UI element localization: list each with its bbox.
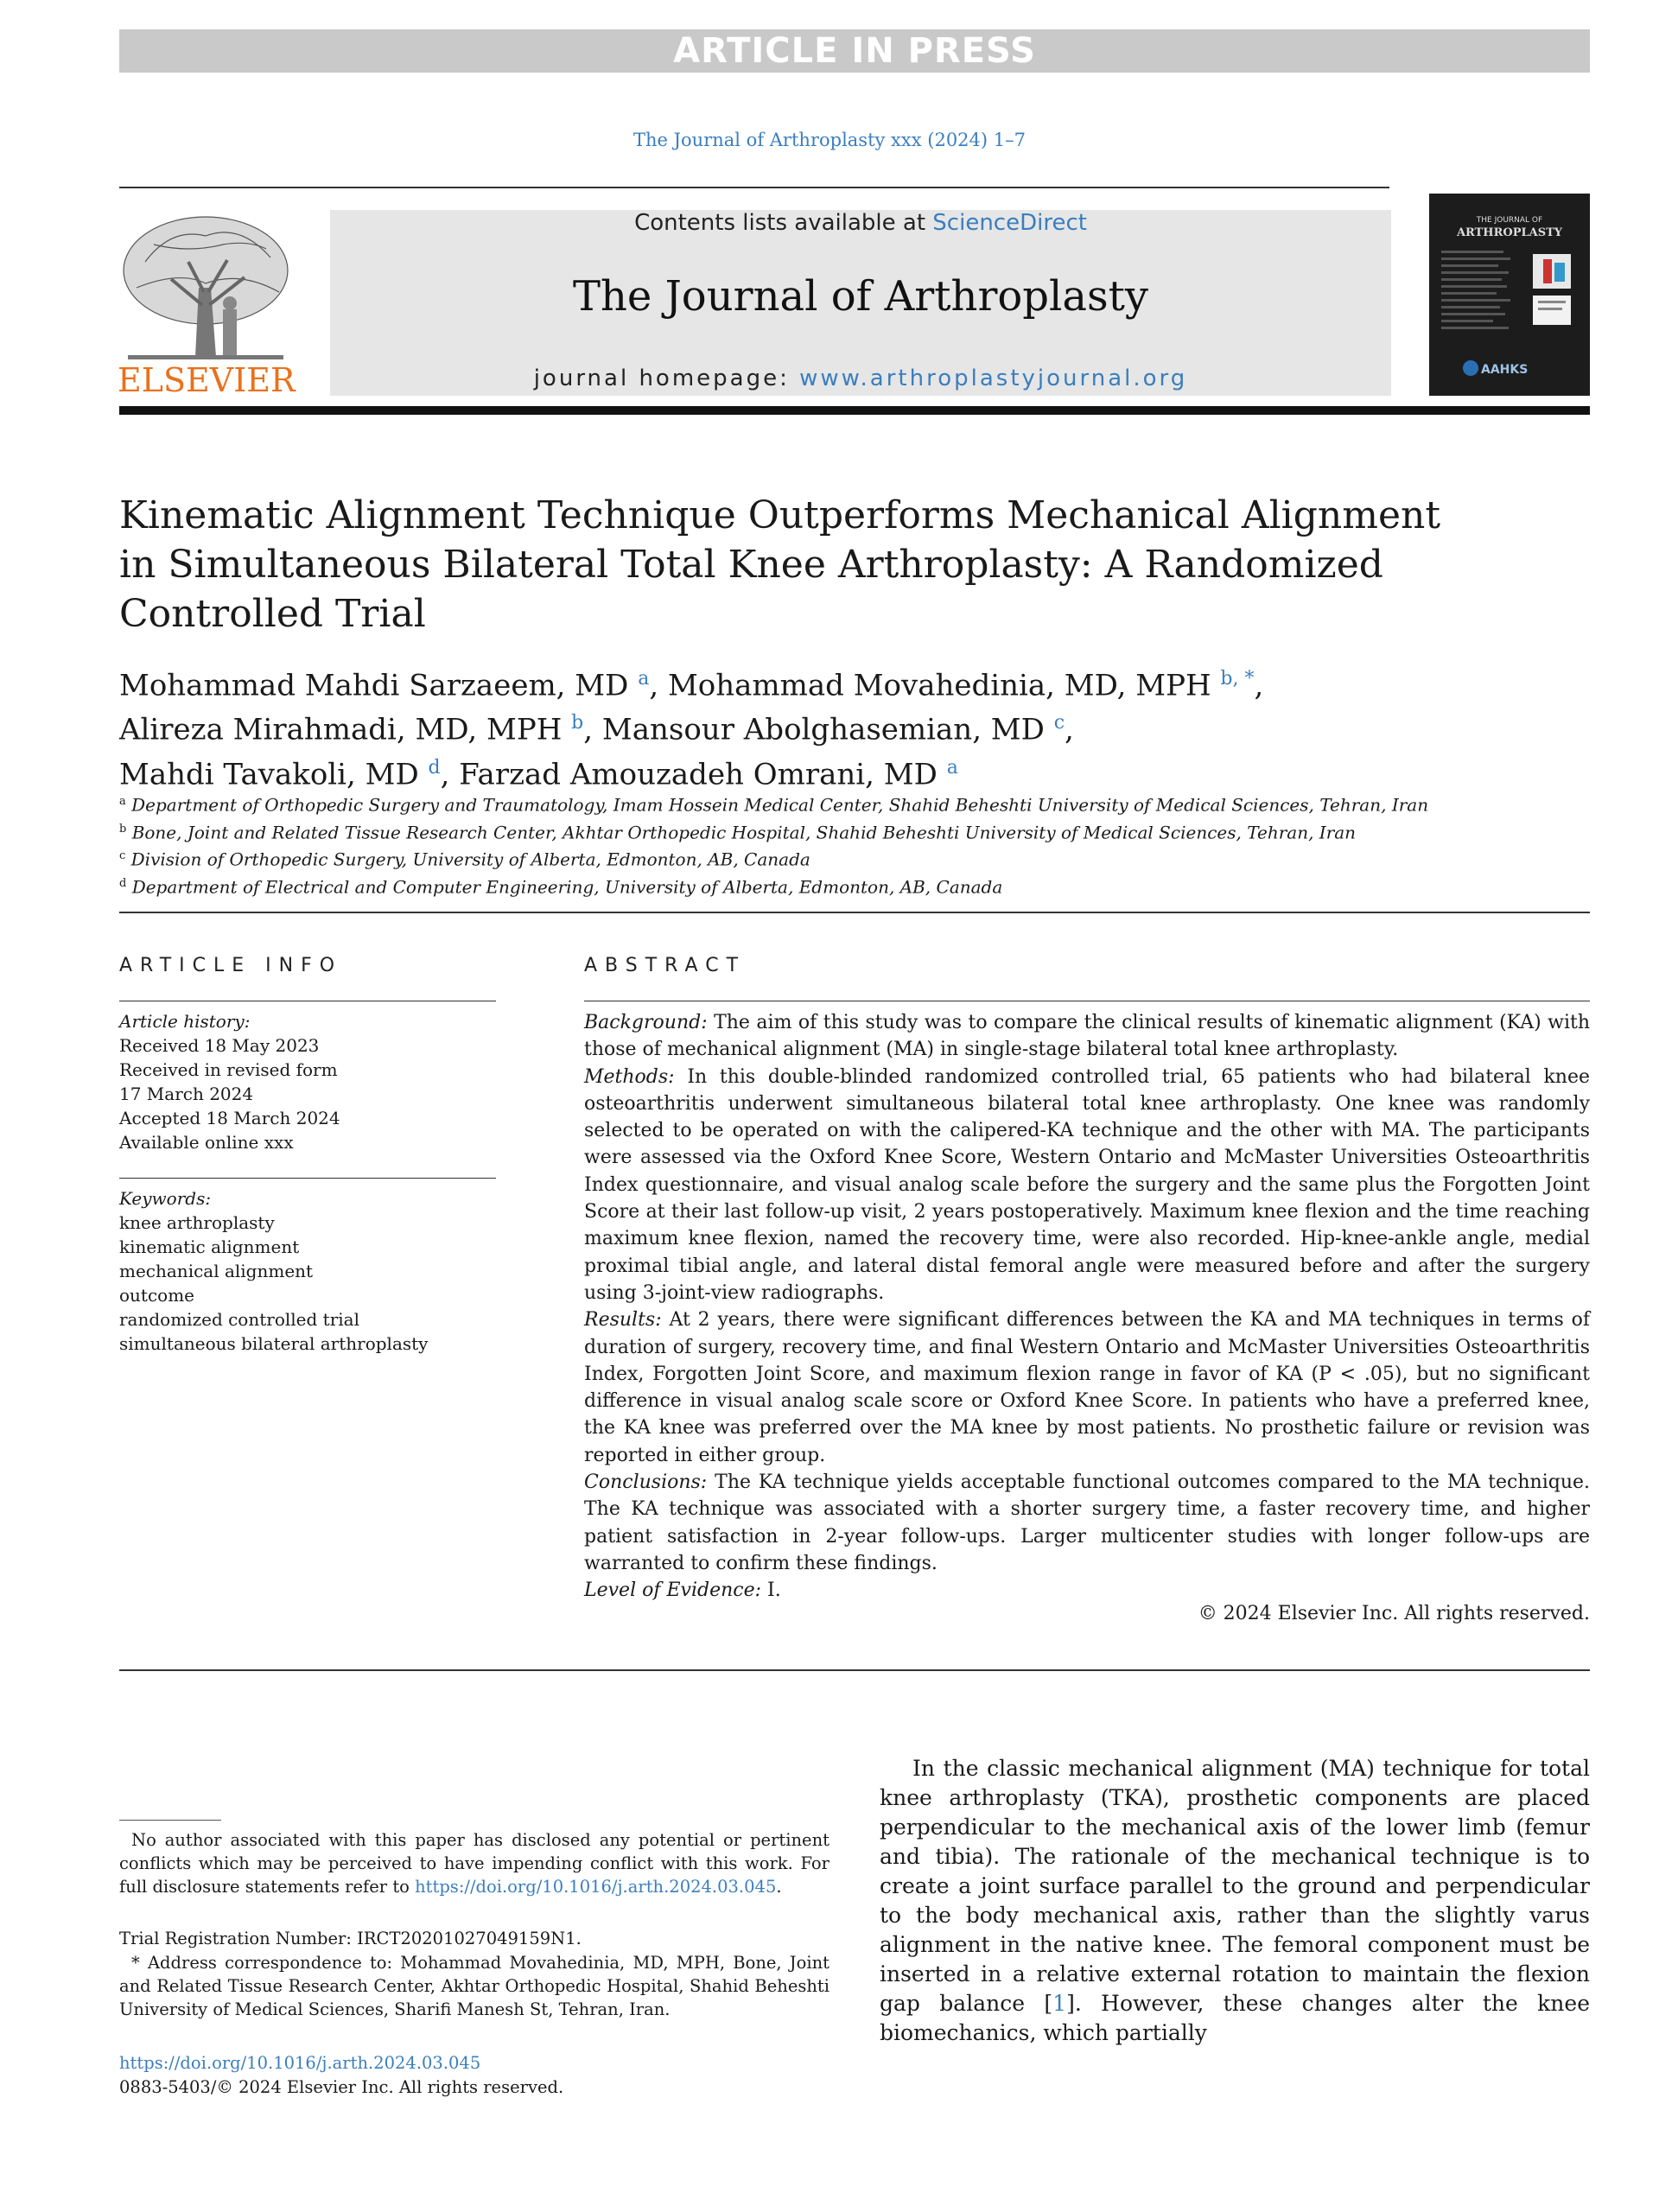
journal-homepage: journal homepage: www.arthroplastyjournal.org bbox=[533, 365, 1188, 391]
affiliation-item: $^c$ Division of Orthopedic Surgery, University of Alberta, Edmonton, AB, Canada bbox=[119, 849, 810, 870]
contents-available: Contents lists available at ScienceDirect bbox=[634, 210, 1087, 236]
journal-title: The Journal of Arthroplasty bbox=[572, 272, 1149, 321]
history-item: Received 18 May 2023 bbox=[119, 1035, 320, 1056]
history-item: Accepted 18 March 2024 bbox=[119, 1108, 340, 1128]
trial-registration: Trial Registration Number: IRCT20201027049159N1. bbox=[119, 1929, 582, 1948]
section-divider bbox=[119, 912, 1590, 913]
author-name[interactable]: Mohammad Mahdi Sarzaeem, MD bbox=[119, 668, 629, 703]
journal-cover-thumbnail[interactable] bbox=[1429, 194, 1590, 396]
disclosure-link[interactable]: https://doi.org/10.1016/j.arth.2024.03.045 bbox=[415, 1877, 777, 1897]
issn-copyright: 0883-5403/© 2024 Elsevier Inc. All rights reserved. bbox=[119, 2077, 564, 2097]
homepage-link[interactable]: www.arthroplastyjournal.org bbox=[799, 365, 1188, 391]
correspondence-footnote: * Address correspondence to: Mohammad Movahedinia, MD, MPH, Bone, Joint and Related Tissue Research Center, Akhtar Orthopedic Hospital, Shahid Beheshti University of Medical Sciences, Sharifi Manesh St, Tehran, Iran. bbox=[119, 1953, 830, 2019]
article-in-press-banner: ARTICLE IN PRESS bbox=[119, 29, 1590, 73]
elsevier-wordmark: ELSEVIER bbox=[118, 361, 296, 399]
affiliation-item: $^d$ Department of Electrical and Computer Engineering, University of Alberta, Edmonton, AB, Canada bbox=[119, 876, 1003, 898]
affiliation-list bbox=[119, 790, 1588, 899]
article-history bbox=[119, 1009, 491, 1154]
abstract-level-of-evidence: Level of Evidence: I. bbox=[584, 1580, 781, 1602]
article-info-heading: ARTICLE INFO bbox=[119, 955, 343, 976]
keyword-item[interactable]: mechanical alignment bbox=[119, 1261, 314, 1281]
abstract-results: Results: At 2 years, there were significant differences between the KA and MA techniques in terms of duration of surgery, recovery time, and final Western Ontario and McMaster Universities Osteoarthritis Index, Forgotten Joint Score, and maximum flexion range in favor of KA (P < .05), but no significant difference in visual analog scale score or Oxford Knee Score. In patients who have a preferred knee, the KA knee was preferred over the MA knee by most patients. No prosthetic failure or revision was reported in either group. bbox=[584, 1309, 1590, 1466]
cover-small-title: THE JOURNAL OF bbox=[1476, 216, 1543, 225]
header-thick-rule bbox=[119, 406, 1590, 415]
cover-badge: AAHKS bbox=[1481, 363, 1529, 377]
abstract-heading: ABSTRACT bbox=[584, 955, 747, 976]
affiliation-item: $^b$ Bone, Joint and Related Tissue Research Center, Akhtar Orthopedic Hospital, Shahid Beheshti University of Medical Sciences, Tehran, Iran bbox=[119, 822, 1357, 843]
cover-title: ARTHROPLASTY bbox=[1456, 226, 1563, 239]
author-name[interactable]: Farzad Amouzadeh Omrani, MD bbox=[459, 756, 938, 791]
sciencedirect-link[interactable]: ScienceDirect bbox=[932, 210, 1087, 236]
abstract-methods: Methods: In this double-blinded randomized controlled trial, 65 patients who had bilateral knee osteoarthritis underwent simultaneous bilateral total knee arthroplasty. One knee was randomly selected to be operated on with the calipered-KA technique and the other with MA. The participants were assessed via the Oxford Knee Score, Western Ontario and McMaster Universities Osteoarthritis Index questionnaire, and visual analog scale before the surgery and the same plus the Forgotten Joint Score at their last follow-up visit, 2 years postoperatively. Maximum knee flexion and the time reaching maximum knee flexion, named the recovery time, were also recorded. Hip-knee-ankle angle, medial proximal tibial angle, and lateral distal femoral angle were measured before and after the surgery using 3-joint-view radiographs. bbox=[584, 1065, 1590, 1304]
keywords bbox=[119, 1186, 491, 1356]
affiliation-item: $^a$ Department of Orthopedic Surgery and Traumatology, Imam Hossein Medical Center, Shahid Beheshti University of Medical Sciences, Tehran, Iran bbox=[119, 794, 1429, 816]
history-item: Received in revised form bbox=[119, 1059, 338, 1080]
author-affiliation-mark[interactable]: d bbox=[428, 756, 441, 779]
history-item: Available online xxx bbox=[119, 1132, 294, 1153]
history-label: Article history: bbox=[119, 1011, 251, 1032]
keyword-item[interactable]: kinematic alignment bbox=[119, 1236, 300, 1257]
abstract-bottom-rule bbox=[119, 1669, 1590, 1671]
header-divider bbox=[119, 187, 1389, 188]
journal-citation[interactable]: The Journal of Arthroplasty xxx (2024) 1–7 bbox=[632, 130, 1026, 150]
author-affiliation-mark[interactable]: a bbox=[638, 668, 650, 690]
keywords-label: Keywords: bbox=[119, 1188, 212, 1209]
author-name[interactable]: Mansour Abolghasemian, MD bbox=[601, 712, 1045, 747]
abstract-body bbox=[584, 1009, 1590, 1605]
keyword-item[interactable]: knee arthroplasty bbox=[119, 1212, 275, 1233]
disclosure-footnote: No author associated with this paper has disclosed any potential or pertinent conflicts which may be perceived to have impending conflict with this work. For full disclosure statements refer to https://doi.org/10.1016/j.arth.2024.03.045. bbox=[119, 1830, 830, 1897]
reference-link[interactable]: 1 bbox=[1052, 1991, 1067, 2016]
article-title: Kinematic Alignment Technique Outperforms Mechanical Alignment in Simultaneous Bilateral Total Knee Arthroplasty: A Randomized Controlled Trial bbox=[119, 493, 1441, 636]
author-name[interactable]: Alireza Mirahmadi, MD, MPH bbox=[119, 712, 563, 747]
keyword-item[interactable]: simultaneous bilateral arthroplasty bbox=[119, 1333, 429, 1354]
author-affiliation-mark[interactable]: b, * bbox=[1220, 668, 1255, 690]
author-affiliation-mark[interactable]: c bbox=[1053, 712, 1065, 734]
author-name[interactable]: Mahdi Tavakoli, MD bbox=[119, 756, 419, 791]
abstract-background: Background: The aim of this study was to compare the clinical results of kinematic alignment (KA) with those of mechanical alignment (MA) in single-stage bilateral total knee arthroplasty. bbox=[584, 1012, 1591, 1061]
keywords-divider bbox=[119, 1178, 496, 1179]
footnote-rule bbox=[119, 1820, 221, 1821]
introduction-paragraph: In the classic mechanical alignment (MA) technique for total knee arthroplasty (TKA), prosthetic components are placed perpendicular to the mechanical axis of the lower limb (femur and tibia). The rationale of the mechanical technique is to create a joint surface parallel to the ground and perpendicular to the body mechanical axis, rather than the slightly varus alignment in the native knee. The femoral component must be inserted in a relative external rotation to maintain the flexion gap balance [1]. However, these changes alter the knee biomechanics, which partially bbox=[880, 1756, 1590, 2045]
abstract-copyright: © 2024 Elsevier Inc. All rights reserved. bbox=[1198, 1603, 1590, 1624]
keyword-item[interactable]: outcome bbox=[119, 1285, 195, 1306]
author-affiliation-mark[interactable]: a bbox=[946, 756, 958, 779]
author-name[interactable]: Mohammad Movahedinia, MD, MPH bbox=[667, 668, 1211, 703]
doi-link[interactable]: https://doi.org/10.1016/j.arth.2024.03.045 bbox=[119, 2053, 481, 2073]
abstract-conclusions: Conclusions: The KA technique yields acceptable functional outcomes compared to the MA technique. The KA technique was associated with a shorter surgery time, a faster recovery time, and higher patient satisfaction in 2-year follow-ups. Larger multicenter studies with longer follow-ups are warranted to confirm these findings. bbox=[584, 1471, 1590, 1574]
keyword-item[interactable]: randomized controlled trial bbox=[119, 1309, 359, 1330]
history-item: 17 March 2024 bbox=[119, 1084, 254, 1104]
author-affiliation-mark[interactable]: b bbox=[571, 712, 584, 734]
author-list: Mohammad Mahdi Sarzaeem, MD $^a$, Mohammad Movahedinia, MD, MPH $^{b, *}$, Alireza Mirahmadi, MD, MPH $^b$, Mansour Abolghasemian, MD $^c$, Mahdi Tavakoli, MD $^d$, Farzad Amouzadeh Omrani, MD $^a$ bbox=[119, 668, 1264, 791]
journal-banner bbox=[330, 210, 1391, 396]
